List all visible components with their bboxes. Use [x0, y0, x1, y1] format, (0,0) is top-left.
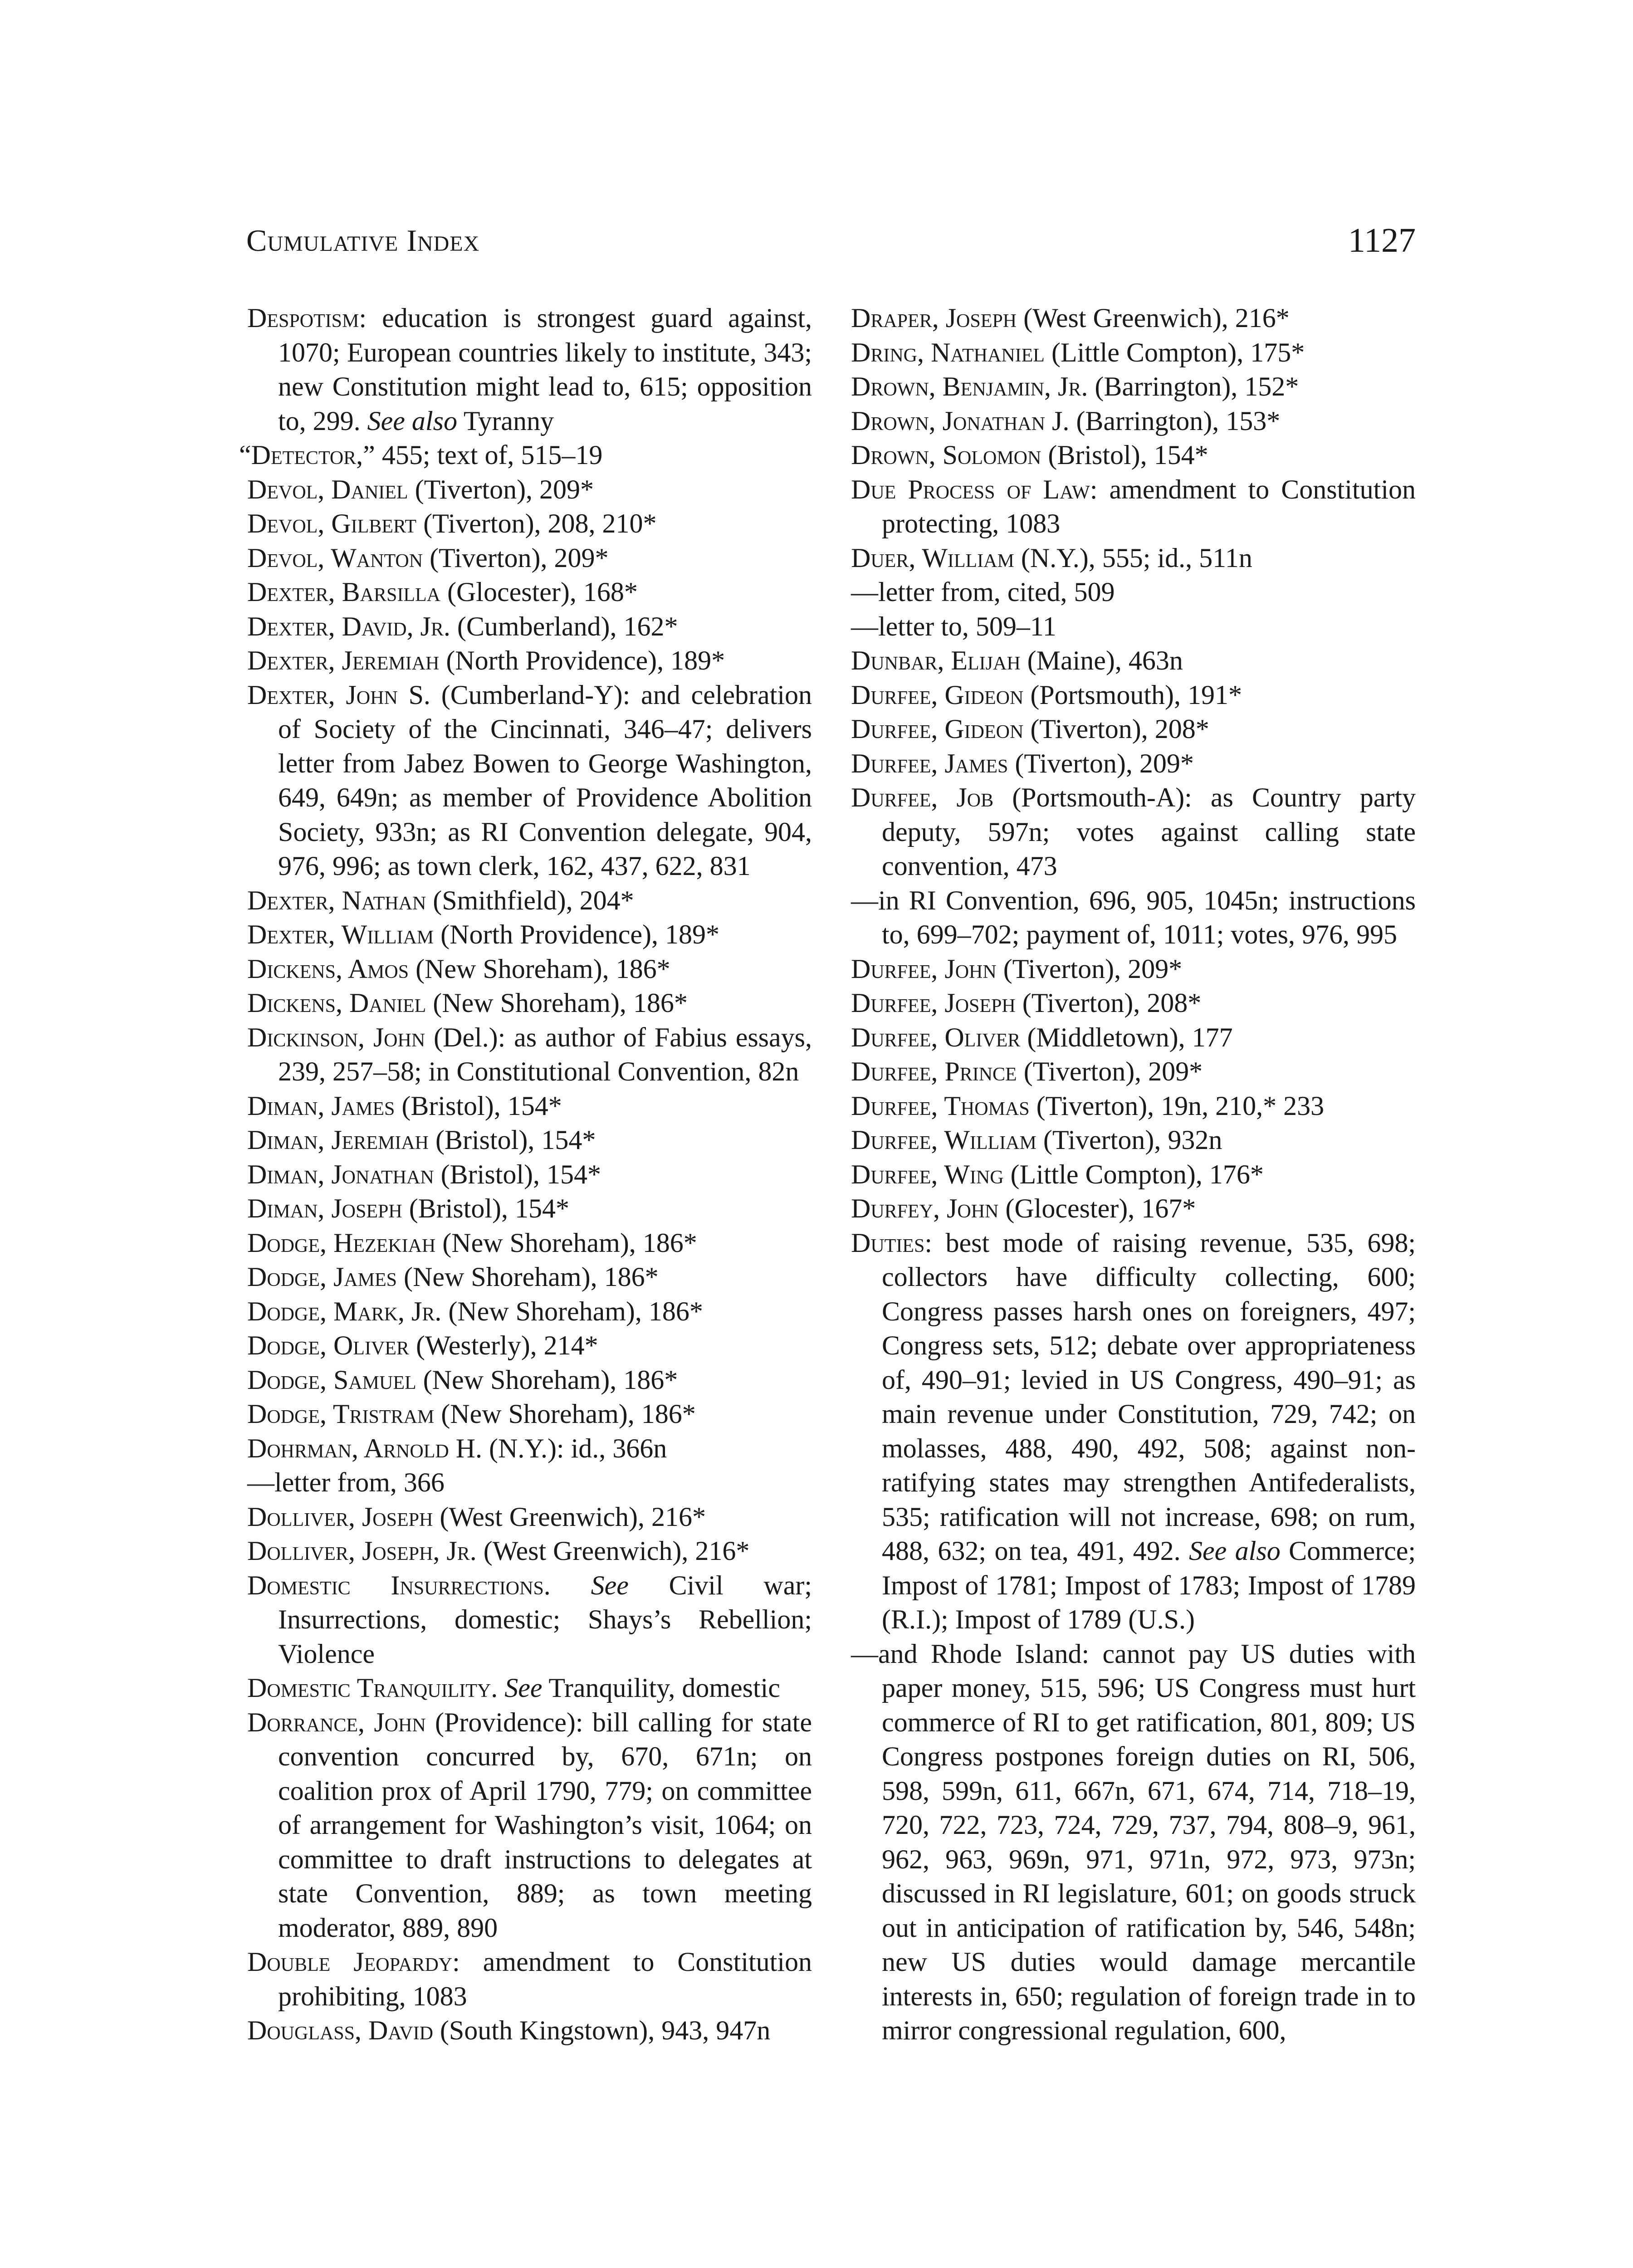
- entry-heading: Douglass, David: [247, 2015, 433, 2045]
- index-entry: [247, 1089, 812, 1124]
- entry-heading: Durfee, Joseph: [851, 988, 1016, 1018]
- index-entry: [247, 610, 812, 644]
- index-entry: [851, 1192, 1416, 1226]
- entry-text: (New Shoreham), 186*: [426, 988, 688, 1018]
- index-entry: [851, 884, 1416, 952]
- entry-heading: Durfee, Gideon: [851, 679, 1024, 710]
- entry-heading: Dickens, Amos: [247, 953, 409, 984]
- index-entry: [247, 1671, 812, 1706]
- entry-heading: Dexter, Barsilla: [247, 577, 440, 607]
- running-head: Cumulative Index: [246, 223, 480, 258]
- entry-text: (Glocester), 168*: [440, 577, 638, 607]
- index-entry: [851, 370, 1416, 404]
- entry-text: : best mode of raising revenue, 535, 698; collectors have difficulty collecting, 600; Congress passes harsh ones on foreigners, 497; Congress sets, 512; debate over appropriateness of, 490–91; levied in US Congress, 490–91; as main revenue under Constitution, 729, 742; on molasses, 488, 490, 492, 508; against non-ratifying states may strengthen Antifederalists, 535; ratification will not increase, 698; on rum, 488, 632; on tea, 491, 492.: [882, 1227, 1416, 1566]
- entry-text: (Barrington), 153*: [1069, 406, 1281, 436]
- index-entry: [851, 610, 1416, 644]
- cross-reference-label: See: [504, 1673, 543, 1703]
- index-entry: [851, 1158, 1416, 1192]
- index-entry: [247, 1123, 812, 1158]
- entry-text: (West Greenwich), 216*: [1017, 303, 1290, 333]
- entry-heading: Durfee, Thomas: [851, 1090, 1030, 1121]
- index-entry: [247, 301, 812, 438]
- entry-text: (Tiverton), 208, 210*: [416, 508, 657, 538]
- index-entry: [247, 678, 812, 884]
- entry-text: (New Shoreham), 186*: [416, 1364, 678, 1395]
- running-header: [246, 218, 1416, 272]
- cross-reference-label: See also: [1189, 1536, 1281, 1566]
- entry-heading: Dodge, Hezekiah: [247, 1227, 436, 1258]
- entry-heading: Dunbar, Elijah: [851, 645, 1021, 675]
- index-entry: [247, 1158, 812, 1192]
- entry-heading: Due Process of Law: [851, 474, 1090, 504]
- index-entry: [851, 644, 1416, 678]
- entry-heading: Duer, William: [851, 543, 1014, 573]
- index-entry: [247, 507, 812, 541]
- entry-text: (Portsmouth), 191*: [1023, 679, 1242, 710]
- index-entry: [247, 541, 812, 576]
- entry-text: (Cumberland), 162*: [450, 611, 678, 641]
- entry-heading: Domestic Tranquility: [247, 1673, 491, 1703]
- entry-heading: Duties: [851, 1227, 925, 1258]
- entry-heading: Double Jeopardy: [247, 1947, 453, 1977]
- entry-heading: Dodge, Tristram: [247, 1399, 435, 1429]
- index-entry: [239, 438, 812, 473]
- index-entry: [247, 1500, 812, 1535]
- index-entry: [851, 1637, 1416, 2048]
- entry-heading: Dolliver, Joseph: [247, 1501, 433, 1532]
- index-entry: [247, 1226, 812, 1261]
- index-entry: [851, 336, 1416, 370]
- entry-heading: Durfee, Job: [851, 782, 994, 812]
- entry-text: (Tiverton), 209*: [408, 474, 594, 504]
- entry-text: : amendment to Constitution protecting, 1083: [882, 474, 1416, 538]
- entry-text: (Tiverton), 19n, 210,* 233: [1029, 1090, 1325, 1121]
- entry-text: (Tiverton), 208*: [1023, 714, 1209, 744]
- entry-text: (Little Compton), 176*: [1003, 1159, 1264, 1189]
- entry-text: —letter from, 366: [247, 1467, 445, 1497]
- entry-text: (Bristol), 154*: [395, 1090, 562, 1121]
- entry-text: (North Providence), 189*: [439, 645, 725, 675]
- index-entry: [247, 575, 812, 610]
- entry-text: (Glocester), 167*: [998, 1193, 1196, 1223]
- index-entry: [247, 1706, 812, 1945]
- index-entry: [247, 1192, 812, 1226]
- entry-text: (Smithfield), 204*: [426, 885, 634, 915]
- entry-heading: Dohrman, Arnold H.: [247, 1433, 483, 1463]
- entry-heading: Durfee, William: [851, 1125, 1037, 1155]
- index-entry: [851, 747, 1416, 781]
- index-entry: [851, 1123, 1416, 1158]
- entry-text: (New Shoreham), 186*: [434, 1399, 696, 1429]
- entry-text: (Barrington), 152*: [1088, 371, 1299, 401]
- index-entry: [851, 986, 1416, 1021]
- entry-text: (Portsmouth-A): as Country party deputy, 597n; votes against calling state convention, 473: [882, 782, 1416, 881]
- entry-text: (New Shoreham), 186*: [409, 953, 670, 984]
- cross-reference-label: See also: [367, 406, 457, 436]
- index-entry: [851, 575, 1416, 610]
- entry-heading: Diman, Jeremiah: [247, 1125, 429, 1155]
- entry-heading: Devol, Gilbert: [247, 508, 417, 538]
- index-entry: [851, 1226, 1416, 1637]
- entry-heading: Dexter, David, Jr.: [247, 611, 450, 641]
- entry-text: (Middletown), 177: [1020, 1022, 1233, 1052]
- index-entry: [247, 1260, 812, 1295]
- entry-heading: Dodge, Oliver: [247, 1330, 409, 1360]
- entry-heading: Durfee, John: [851, 953, 997, 984]
- entry-heading: Drown, Jonathan J.: [851, 406, 1070, 436]
- index-entry: [247, 644, 812, 678]
- entry-text: (New Shoreham), 186*: [441, 1296, 703, 1326]
- entry-heading: Diman, Jonathan: [247, 1159, 434, 1189]
- entry-text: (South Kingstown), 943, 947n: [433, 2015, 771, 2045]
- entry-heading: Dexter, Jeremiah: [247, 645, 440, 675]
- entry-text: .: [543, 1570, 591, 1600]
- entry-text: (N.Y.), 555; id., 511n: [1014, 543, 1252, 573]
- index-entry: [247, 1363, 812, 1398]
- cross-reference-text: Civil war; Insurrections, domestic; Shays’s Rebellion; Violence: [278, 1570, 812, 1669]
- index-entry: [247, 473, 812, 507]
- entry-heading: Dodge, Mark, Jr.: [247, 1296, 442, 1326]
- index-entry: [851, 1021, 1416, 1055]
- entry-text: (West Greenwich), 216*: [433, 1501, 706, 1532]
- entry-heading: “Detector,”: [239, 440, 375, 470]
- index-entry: [851, 712, 1416, 747]
- entry-heading: Dickens, Daniel: [247, 988, 426, 1018]
- entry-text: (New Shoreham), 186*: [435, 1227, 697, 1258]
- entry-text: —letter to, 509–11: [851, 611, 1056, 641]
- entry-text: (Tiverton), 209*: [1017, 1056, 1203, 1086]
- entry-text: (West Greenwich), 216*: [476, 1536, 750, 1566]
- entry-text: (Maine), 463n: [1020, 645, 1183, 675]
- index-entry: [851, 952, 1416, 987]
- index-entry: [851, 473, 1416, 541]
- entry-heading: Dorrance, John: [247, 1707, 426, 1737]
- index-entry: [247, 1295, 812, 1329]
- entry-text: (New Shoreham), 186*: [397, 1262, 659, 1292]
- entry-heading: Drown, Solomon: [851, 440, 1041, 470]
- entry-text: (Bristol), 154*: [434, 1159, 601, 1189]
- index-entry: [247, 1466, 812, 1500]
- index-entry: [247, 1329, 812, 1363]
- index-entry: [247, 884, 812, 918]
- entry-text: : amendment to Constitution prohibiting, 1083: [278, 1947, 812, 2011]
- entry-heading: Dickinson, John: [247, 1022, 425, 1052]
- entry-heading: Drown, Benjamin, Jr.: [851, 371, 1088, 401]
- entry-heading: Dring, Nathaniel: [851, 337, 1045, 367]
- entry-text: (Bristol), 154*: [1041, 440, 1208, 470]
- index-entry: [247, 986, 812, 1021]
- index-entry: [851, 438, 1416, 473]
- entry-text: (North Providence), 189*: [434, 919, 720, 949]
- entry-heading: Devol, Daniel: [247, 474, 408, 504]
- entry-text: (Bristol), 154*: [402, 1193, 570, 1223]
- entry-heading: Durfee, Gideon: [851, 714, 1024, 744]
- entry-text: (Tiverton), 209*: [996, 953, 1183, 984]
- index-entry: [247, 1021, 812, 1089]
- entry-heading: Dexter, William: [247, 919, 434, 949]
- entry-text: 455; text of, 515–19: [375, 440, 603, 470]
- entry-text: —in RI Convention, 696, 905, 1045n; instructions to, 699–702; payment of, 1011; votes, 976, 995: [851, 885, 1416, 949]
- index-entry: [247, 952, 812, 987]
- entry-text: (Providence): bill calling for state convention concurred by, 670, 671n; on coalition prox of April 1790, 779; on committee of arrangement for Washington’s visit, 1064; on committee to draft instructions to delegates at state Convention, 889; as town meeting moderator, 889, 890: [278, 1707, 812, 1943]
- entry-text: (N.Y.): id., 366n: [482, 1433, 667, 1463]
- entry-heading: Durfee, Prince: [851, 1056, 1017, 1086]
- cross-reference-text: Tranquility, domestic: [542, 1673, 780, 1703]
- left-column: [239, 301, 812, 2048]
- entry-heading: Draper, Joseph: [851, 303, 1017, 333]
- index-entry: [247, 1569, 812, 1672]
- index-entry: [851, 781, 1416, 884]
- entry-heading: Durfee, James: [851, 748, 1008, 778]
- cross-reference-text: Commerce; Impost of 1781; Impost of 1783; Impost of 1789 (R.I.); Impost of 1789 (U.S.): [882, 1536, 1416, 1634]
- index-entry: [851, 1089, 1416, 1124]
- index-entry: [247, 1432, 812, 1466]
- entry-text: (Tiverton), 932n: [1036, 1125, 1222, 1155]
- entry-text: —and Rhode Island: cannot pay US duties with paper money, 515, 596; US Congress must hurt commerce of RI to get ratification, 801, 809; US Congress postpones foreign duties on RI, 506, 598, 599n, 611, 667n, 671, 674, 714, 718–19, 720, 722, 723, 724, 729, 737, 794, 808–9, 961, 962, 963, 969n, 971, 971n, 972, 973, 973n; discussed in RI legislature, 601; on goods struck out in anticipation of ratification by, 546, 548n; new US duties would damage mercantile interests in, 650; regulation of foreign trade in to mirror congressional regulation, 600,: [851, 1638, 1416, 2045]
- index-entry: [247, 1397, 812, 1432]
- index-entry: [851, 678, 1416, 713]
- entry-text: .: [491, 1673, 505, 1703]
- entry-heading: Durfee, Wing: [851, 1159, 1004, 1189]
- index-entry: [851, 301, 1416, 336]
- entry-text: (Tiverton), 209*: [1008, 748, 1194, 778]
- entry-heading: Durfey, John: [851, 1193, 999, 1223]
- index-entry: [247, 2014, 812, 2048]
- right-column: [851, 301, 1416, 2048]
- entry-heading: Despotism: [247, 303, 359, 333]
- entry-text: (Tiverton), 208*: [1015, 988, 1202, 1018]
- entry-text: (Bristol), 154*: [429, 1125, 596, 1155]
- entry-text: (Westerly), 214*: [409, 1330, 598, 1360]
- entry-heading: Domestic Insurrections: [247, 1570, 544, 1600]
- entry-text: (Little Compton), 175*: [1044, 337, 1305, 367]
- index-entry: [247, 1945, 812, 2014]
- entry-heading: Durfee, Oliver: [851, 1022, 1021, 1052]
- entry-heading: Dexter, John S.: [247, 679, 430, 710]
- entry-text: —letter from, cited, 509: [851, 577, 1115, 607]
- entry-heading: Dodge, Samuel: [247, 1364, 416, 1395]
- index-entry: [851, 1055, 1416, 1089]
- cross-reference-text: Tyranny: [457, 406, 554, 436]
- entry-text: (Cumberland-Y): and celebration of Society of the Cincinnati, 346–47; delivers letter from Jabez Bowen to George Washington, 649, 649n; as member of Providence Abolition Society, 933n; as RI Convention delegate, 904, 976, 996; as town clerk, 162, 437, 622, 831: [278, 679, 812, 881]
- cross-reference-label: See: [591, 1570, 629, 1600]
- entry-heading: Dolliver, Joseph, Jr.: [247, 1536, 477, 1566]
- entry-heading: Dexter, Nathan: [247, 885, 426, 915]
- entry-heading: Diman, James: [247, 1090, 395, 1121]
- index-entry: [851, 404, 1416, 439]
- entry-text: (Del.): as author of Fabius essays, 239, 257–58; in Constitutional Convention, 82n: [278, 1022, 812, 1086]
- index-entry: [247, 918, 812, 952]
- entry-text: : education is strongest guard against, 1070; European countries likely to institute, 343; new Constitution might lead to, 615; opposition to, 299.: [278, 303, 812, 436]
- page-number: 1127: [1348, 221, 1416, 259]
- entry-heading: Dodge, James: [247, 1262, 397, 1292]
- entry-text: (Tiverton), 209*: [423, 543, 609, 573]
- entry-heading: Devol, Wanton: [247, 543, 423, 573]
- entry-heading: Diman, Joseph: [247, 1193, 402, 1223]
- index-entry: [851, 541, 1416, 576]
- index-entry: [247, 1534, 812, 1569]
